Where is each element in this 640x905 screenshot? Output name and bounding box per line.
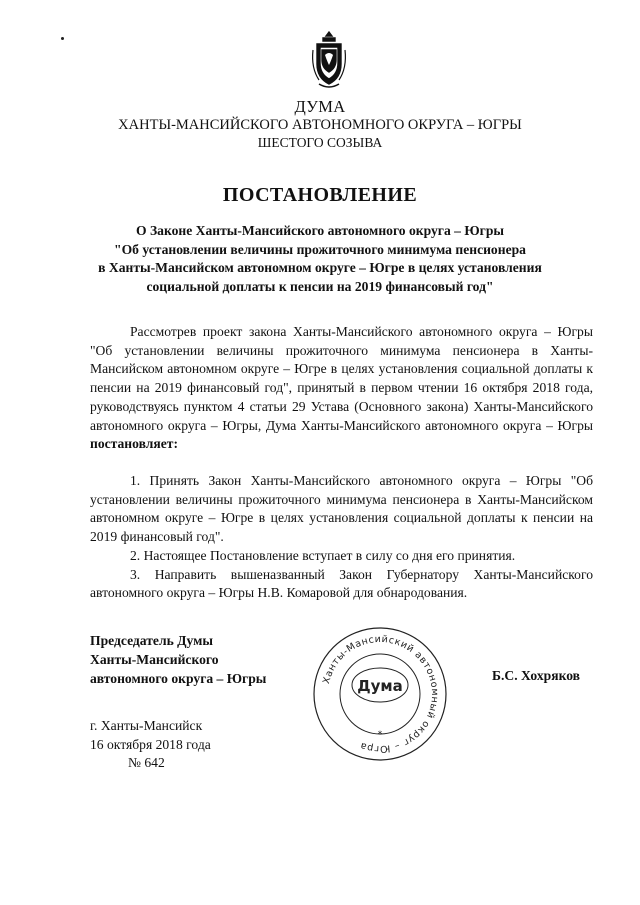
- org-region: ХАНТЫ-МАНСИЙСКОГО АВТОНОМНОГО ОКРУГА – ЮГРЫ: [118, 117, 522, 133]
- official-seal-stamp: [311, 625, 449, 763]
- org-convocation: ШЕСТОГО СОЗЫВА: [257, 135, 383, 150]
- resolution-item: 3. Направить вышеназванный Закон Губернатору Ханты-Мансийского автономного округа – Югры Н.В. Комаровой для обнародования.: [90, 566, 593, 601]
- resolution-items: [90, 472, 593, 603]
- resolution-item: 1. Принять Закон Ханты-Мансийского автономного округа – Югры "Об установлении величины прожиточного минимума пенсионера в Ханты-Мансийском автономном округе – Югре в целях установления социальной доплаты к пенсии на 2019 финансовый год".: [90, 473, 593, 545]
- signatory-name: Б.С. Хохряков: [492, 668, 581, 683]
- signatory-title-line: автономного округа – Югры: [90, 671, 267, 686]
- title-line: социальной доплаты к пенсии на 2019 финансовый год": [146, 279, 494, 295]
- signatory-title-line: Ханты-Мансийского: [90, 652, 219, 667]
- title-line: О Законе Ханты-Мансийского автономного округа – Югры: [136, 223, 504, 238]
- coat-of-arms-emblem: [309, 30, 349, 92]
- scan-mark: [61, 37, 64, 40]
- preamble-text: Рассмотрев проект закона Ханты-Мансийского автономного округа – Югры "Об установлении величины прожиточного минимума пенсионера в Ханты-Мансийском автономном округе – Югре в целях установления социальной доплаты к пенсии на 2019 финансовый год", принятый в первом чтении 16 октября 2018 года, руководствуясь пунктом 4 статьи 29 Устава (Основного закона) Ханты-Мансийского автономного округа – Югры, Дума Ханты-Мансийского автономного округа – Югры: [90, 324, 593, 433]
- preamble-paragraph: [90, 323, 593, 454]
- title-line: "Об установлении величины прожиточного минимума пенсионера: [114, 241, 526, 257]
- preamble-resolves: постановляет:: [90, 436, 178, 452]
- svg-text:Ханты-Мансийский автономный ок: Ханты-Мансийский автономный округ – Югра: [321, 633, 441, 755]
- document-number: № 642: [128, 755, 165, 770]
- place-and-date: [90, 717, 211, 773]
- title-line: в Ханты-Мансийском автономном округе – Югре в целях установления: [98, 260, 542, 276]
- document-title: [0, 222, 640, 297]
- date: 16 октября 2018 года: [90, 736, 211, 752]
- document-type: ПОСТАНОВЛЕНИЕ: [222, 184, 418, 206]
- signatory-title-line: Председатель Думы: [90, 633, 214, 648]
- resolution-item: 2. Настоящее Постановление вступает в силу со дня его принятия.: [130, 547, 516, 563]
- city: г. Ханты-Мансийск: [90, 718, 203, 733]
- svg-text:Дума: Дума: [357, 677, 403, 695]
- svg-text:*: *: [377, 730, 383, 740]
- signatory-title: [90, 631, 266, 688]
- org-name: ДУМА: [294, 97, 346, 116]
